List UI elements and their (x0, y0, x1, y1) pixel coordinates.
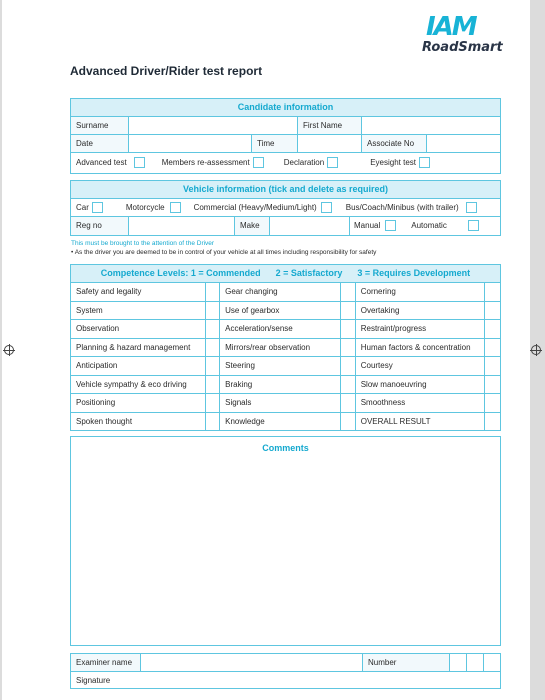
competence-score-box[interactable] (485, 413, 500, 432)
advanced-test-label: Advanced test (76, 157, 127, 167)
registration-mark-right (531, 345, 541, 355)
date-row (71, 135, 500, 153)
competence-row (71, 413, 500, 432)
number-digit-1[interactable] (450, 654, 467, 671)
competence-label: Mirrors/rear observation (220, 339, 341, 357)
reg-make-row (71, 217, 500, 235)
competence-label: Gear changing (220, 283, 341, 301)
competence-label: Overtaking (356, 302, 486, 320)
competence-label: Observation (71, 320, 206, 338)
vehicle-section (70, 180, 501, 236)
declaration-label: Declaration (283, 157, 325, 167)
competence-score-box[interactable] (341, 302, 356, 320)
competence-label: Use of gearbox (220, 302, 341, 320)
date-label: Date (71, 135, 129, 152)
time-field[interactable] (298, 135, 362, 152)
candidate-header: Candidate information (71, 99, 500, 117)
competence-row (71, 376, 500, 395)
registration-mark-left (4, 345, 14, 355)
competence-score-box[interactable] (485, 339, 500, 357)
examiner-name-field[interactable] (141, 654, 363, 671)
competence-score-box[interactable] (341, 283, 356, 301)
number-digit-2[interactable] (467, 654, 484, 671)
competence-row (71, 339, 500, 358)
comments-area[interactable] (71, 453, 500, 633)
competence-score-box[interactable] (206, 302, 221, 320)
reg-no-field[interactable] (129, 217, 235, 235)
competence-score-box[interactable] (485, 320, 500, 338)
competence-label: Positioning (71, 394, 206, 412)
competence-score-box[interactable] (206, 413, 221, 432)
associate-no-label: Associate No (362, 135, 427, 152)
comments-section (70, 436, 501, 646)
test-type-row (71, 153, 500, 171)
automatic-checkbox[interactable] (468, 220, 479, 231)
reg-no-label: Reg no (71, 217, 129, 235)
competence-row (71, 283, 500, 302)
comments-header: Comments (262, 443, 309, 453)
date-field[interactable] (129, 135, 252, 152)
competence-label: OVERALL RESULT (356, 413, 486, 432)
control-note: • As the driver you are deemed to be in control of your vehicle at all times including responsibility for safety (71, 249, 377, 256)
number-label: Number (363, 654, 450, 671)
eyesight-test-label: Eyesight test (370, 157, 417, 167)
transmission-group (350, 217, 500, 234)
examiner-name-label: Examiner name (71, 654, 141, 671)
competence-label: System (71, 302, 206, 320)
number-digit-3[interactable] (484, 654, 500, 671)
competence-score-box[interactable] (341, 320, 356, 338)
competence-score-box[interactable] (341, 413, 356, 432)
page-title: Advanced Driver/Rider test report (70, 64, 263, 78)
signature-row (71, 672, 500, 690)
signature-label: Signature (76, 676, 111, 685)
competence-score-box[interactable] (485, 302, 500, 320)
competence-score-box[interactable] (206, 376, 221, 394)
logo-mark: IAM (426, 12, 476, 42)
competence-label: Steering (220, 357, 341, 375)
surname-field[interactable] (129, 117, 298, 134)
competence-label: Knowledge (220, 413, 341, 432)
competence-label: Cornering (356, 283, 486, 301)
competence-label: Smoothness (356, 394, 486, 412)
bus-label: Bus/Coach/Minibus (with trailer) (345, 203, 459, 212)
competence-header: Competence Levels: 1 = Commended 2 = Satisfactory 3 = Requires Development (71, 265, 500, 283)
competence-score-box[interactable] (206, 357, 221, 375)
competence-score-box[interactable] (206, 320, 221, 338)
competence-score-box[interactable] (341, 394, 356, 412)
associate-no-field[interactable] (427, 135, 500, 152)
examiner-row (71, 654, 500, 672)
car-label: Car (76, 203, 89, 212)
competence-score-box[interactable] (485, 376, 500, 394)
surname-label: Surname (71, 117, 129, 134)
eyesight-test-checkbox[interactable] (419, 157, 430, 168)
competence-label: Restraint/progress (356, 320, 486, 338)
attention-note: This must be brought to the attention of the Driver (71, 240, 215, 247)
manual-label: Manual (354, 221, 381, 230)
competence-score-box[interactable] (341, 357, 356, 375)
report-page (2, 0, 530, 700)
competence-label: Human factors & concentration (356, 339, 486, 357)
competence-score-box[interactable] (206, 394, 221, 412)
iam-roadsmart-logo (422, 14, 522, 55)
competence-label: Planning & hazard management (71, 339, 206, 357)
motorcycle-checkbox[interactable] (170, 202, 181, 213)
competence-label: Slow manoeuvring (356, 376, 486, 394)
declaration-checkbox[interactable] (327, 157, 338, 168)
advanced-test-checkbox[interactable] (134, 157, 145, 168)
logo-subtitle: RoadSmart (422, 40, 503, 55)
competence-label: Signals (220, 394, 341, 412)
surname-row (71, 117, 500, 135)
competence-label: Safety and legality (71, 283, 206, 301)
commercial-label: Commercial (Heavy/Medium/Light) (193, 203, 317, 212)
competence-label: Courtesy (356, 357, 486, 375)
competence-grid (71, 283, 500, 431)
competence-row (71, 320, 500, 339)
competence-label: Acceleration/sense (220, 320, 341, 338)
competence-score-box[interactable] (485, 283, 500, 301)
car-checkbox[interactable] (92, 202, 103, 213)
competence-row (71, 394, 500, 413)
competence-score-box[interactable] (485, 394, 500, 412)
competence-row (71, 302, 500, 321)
competence-label: Vehicle sympathy & eco driving (71, 376, 206, 394)
automatic-label: Automatic (411, 221, 447, 230)
competence-section (70, 264, 501, 431)
manual-checkbox[interactable] (385, 220, 396, 231)
competence-label: Spoken thought (71, 413, 206, 432)
first-name-field[interactable] (362, 117, 500, 134)
time-label: Time (252, 135, 298, 152)
candidate-section (70, 98, 501, 174)
examiner-section (70, 653, 501, 689)
bus-checkbox[interactable] (466, 202, 477, 213)
members-reassessment-checkbox[interactable] (253, 157, 264, 168)
competence-label: Braking (220, 376, 341, 394)
make-field[interactable] (270, 217, 350, 235)
members-reassessment-label: Members re-assessment (161, 157, 250, 167)
competence-row (71, 357, 500, 376)
make-label: Make (235, 217, 270, 235)
vehicle-header: Vehicle information (tick and delete as required) (71, 181, 500, 199)
competence-score-box[interactable] (206, 339, 221, 357)
competence-score-box[interactable] (485, 357, 500, 375)
vehicle-type-row (71, 199, 500, 217)
first-name-label: First Name (298, 117, 362, 134)
competence-score-box[interactable] (206, 283, 221, 301)
commercial-checkbox[interactable] (321, 202, 332, 213)
competence-label: Anticipation (71, 357, 206, 375)
competence-score-box[interactable] (341, 376, 356, 394)
competence-score-box[interactable] (341, 339, 356, 357)
motorcycle-label: Motorcycle (125, 203, 165, 212)
